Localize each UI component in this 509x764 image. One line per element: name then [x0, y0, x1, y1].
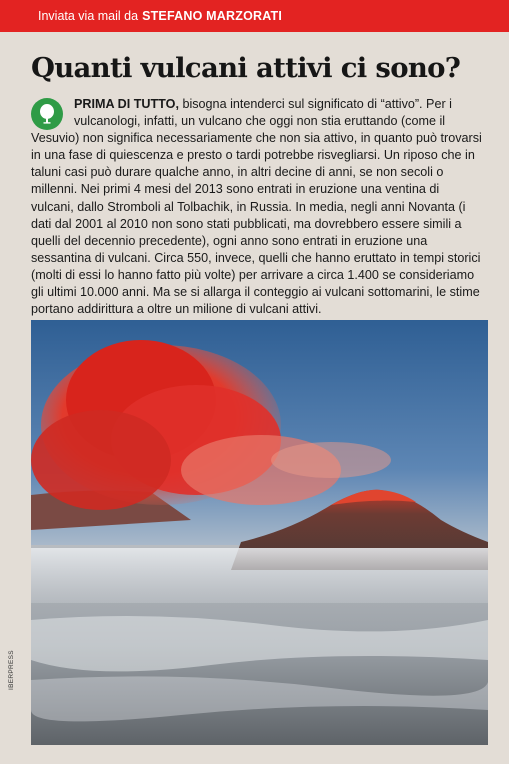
article-body: [31, 96, 483, 318]
photo-credit: IBERPRESS: [8, 650, 15, 690]
volcano-photo: [31, 320, 488, 745]
header-banner: [0, 0, 509, 32]
article-text: bisogna intenderci sul significato di “attivo”. Per i vulcanologi, infatti, un vulcano che oggi non stia eruttando (come il Vesuvio) non significa necessariamente che non sia attivo, in quanto può trovarsi in una fase di quiescenza e presto o tardi potrebbe risvegliarsi. Un riposo che in taluni casi può durare qualche anno, in altri decine di anni, se non secoli o millenni. Nei primi 4 mesi del 2013 sono entrati in eruzione una ventina di vulcani, dallo Stromboli al Tolbachik, in Russia. In media, negli anni Novanta (i dati dal 2001 al 2010 non sono stati pubblicati, ma dovrebbero essere simili a quelli del decennio precedente), ogni anno sono entrati in eruzione una sessantina di vulcani. Circa 550, invece, quelli che hanno eruttato in tempi storici (molti di essi lo hanno fatto più volte) per arrivare a circa 1.400 se consideriamo gli ultimi 10.000 anni. Ma se si allarga il conteggio ai vulcani sottomarini, le stime portano addirittura a oltre un milione di vulcani attivi.: [31, 97, 482, 317]
article-lead: PRIMA DI TUTTO,: [74, 97, 179, 111]
banner-prefix: Inviata via mail da: [38, 9, 139, 23]
banner-sender: STEFANO MARZORATI: [142, 9, 283, 23]
article-title: Quanti vulcani attivi ci sono?: [31, 52, 461, 84]
